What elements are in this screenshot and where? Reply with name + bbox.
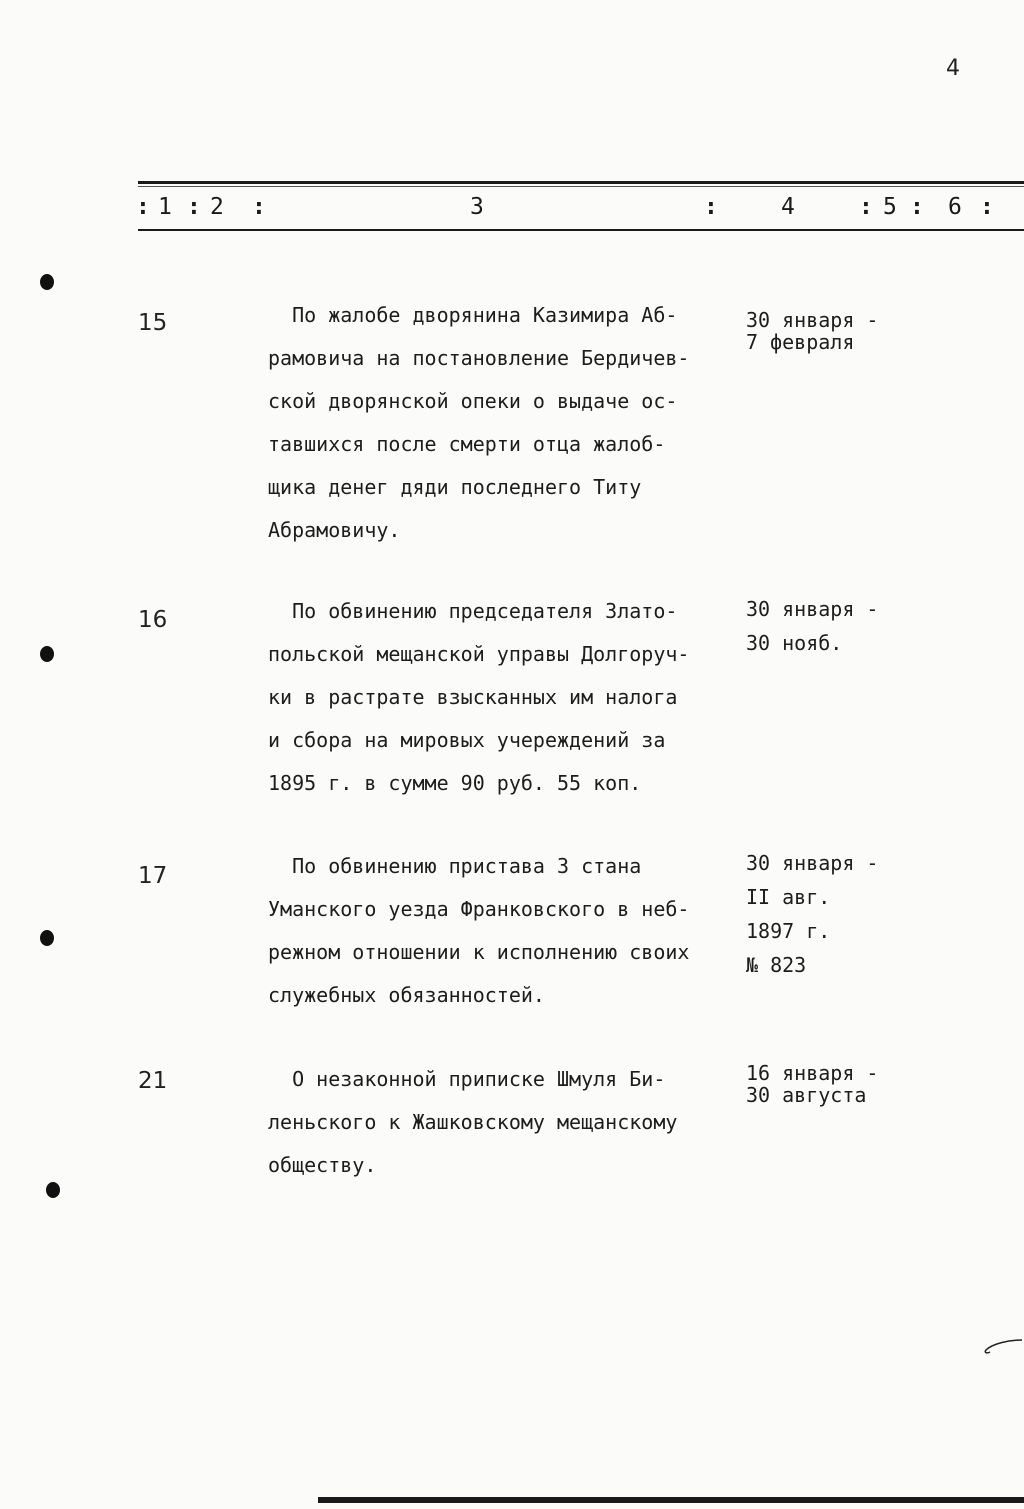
text-line: обществу. — [268, 1153, 377, 1177]
header-col-2: 2 — [210, 194, 224, 220]
header-separator: : — [980, 194, 994, 220]
entry-dates — [746, 1062, 878, 1106]
header-separator: : — [704, 194, 718, 220]
entry-description — [268, 845, 738, 1017]
date-line: 30 нояб. — [746, 631, 843, 655]
text-line: ки в растрате взысканных им налога — [268, 685, 678, 709]
page-number: 4 — [946, 56, 960, 81]
text-line: 1895 г. в сумме 90 руб. 55 коп. — [268, 771, 642, 795]
text-line: и сбора на мировых учереждений за — [268, 728, 666, 752]
text-line: По обвинению председателя Злато- — [268, 599, 678, 623]
entry-number: 16 — [138, 607, 168, 633]
entry-number: 15 — [138, 310, 168, 336]
text-line: О незаконной приписке Шмуля Би- — [268, 1067, 666, 1091]
bottom-edge-rule — [318, 1497, 1024, 1503]
date-line: 30 января - — [746, 597, 879, 621]
header-col-1: 1 — [158, 194, 172, 220]
date-line: 1897 г. — [746, 919, 831, 943]
entry-dates — [746, 846, 878, 982]
entry-description — [268, 294, 738, 552]
text-line: Абрамовичу. — [268, 518, 401, 542]
header-separator: : — [859, 194, 873, 220]
entry-number: 21 — [138, 1068, 168, 1094]
punch-hole — [40, 930, 54, 946]
header-separator: : — [910, 194, 924, 220]
entry-number: 17 — [138, 863, 168, 889]
text-line: тавшихся после смерти отца жалоб- — [268, 432, 666, 456]
date-line: 30 января - — [746, 851, 879, 875]
header-separator: : — [187, 194, 201, 220]
text-line: польской мещанской управы Долгоруч- — [268, 642, 690, 666]
date-line: № 823 — [746, 953, 807, 977]
text-line: ской дворянской опеки о выдаче ос- — [268, 389, 678, 413]
text-line: леньского к Жашковскому мещанскому — [268, 1110, 678, 1134]
entry-dates — [746, 309, 878, 353]
header-col-4: 4 — [781, 194, 795, 220]
header-rule-bottom — [138, 229, 1024, 231]
header-col-3: 3 — [470, 194, 484, 220]
header-rule-top-thin — [138, 186, 1024, 187]
header-separator: : — [136, 194, 150, 220]
date-line: II авг. — [746, 885, 831, 909]
text-line: щика денег дяди последнего Титу — [268, 475, 642, 499]
pencil-mark — [980, 1332, 1024, 1362]
header-rule-top — [138, 181, 1024, 184]
date-line: 30 августа — [746, 1083, 867, 1107]
entry-description — [268, 590, 738, 805]
punch-hole — [40, 646, 54, 662]
punch-hole — [46, 1182, 60, 1198]
entry-dates — [746, 592, 878, 660]
text-line: Уманского уезда Франковского в неб- — [268, 897, 690, 921]
text-line: рамовича на постановление Бердичев- — [268, 346, 690, 370]
date-line: 30 января - — [746, 308, 879, 332]
text-line: режном отношении к исполнению своих — [268, 940, 690, 964]
text-line: По жалобе дворянина Казимира Аб- — [268, 303, 678, 327]
date-line: 7 февраля — [746, 330, 855, 354]
header-separator: : — [252, 194, 266, 220]
date-line: 16 января - — [746, 1061, 879, 1085]
header-col-6: 6 — [948, 194, 962, 220]
text-line: служебных обязанностей. — [268, 983, 545, 1007]
punch-hole — [40, 274, 54, 290]
header-col-5: 5 — [883, 194, 897, 220]
text-line: По обвинению пристава 3 стана — [268, 854, 642, 878]
entry-description — [268, 1058, 738, 1187]
